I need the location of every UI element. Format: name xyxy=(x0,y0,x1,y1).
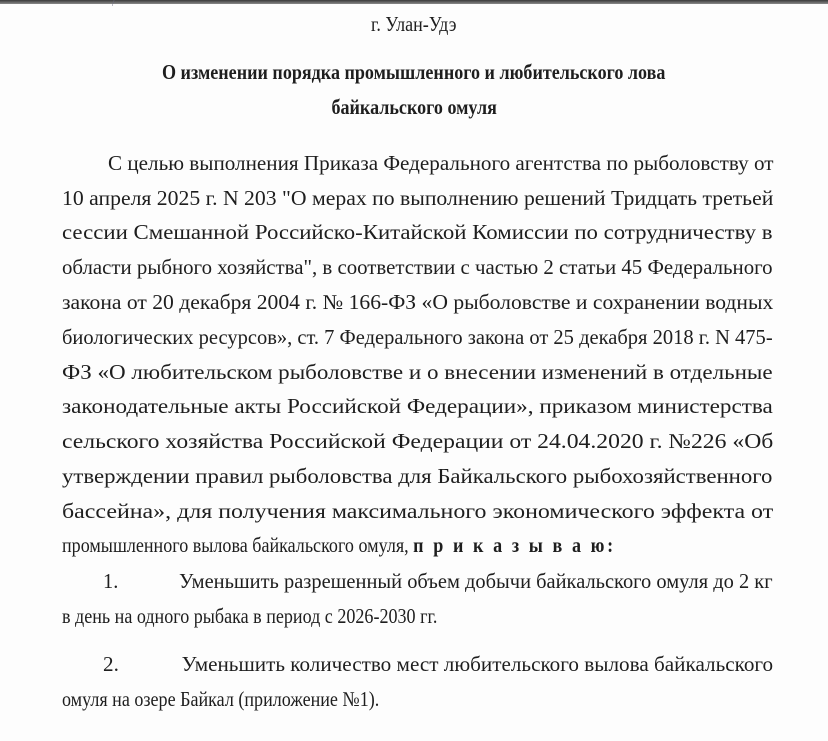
paragraph-text: сессии Смешанной Российско-Китайской Комиссии по сотрудничеству в xyxy=(62,220,773,244)
list-item-1-continuation xyxy=(62,601,773,631)
order-word: п р и к а з ы в а ю: xyxy=(413,533,616,557)
scan-top-border xyxy=(0,0,828,8)
paragraph-text: утверждении правил рыболовства для Байкальского рыбохозяйственного xyxy=(62,464,773,488)
paragraph-text: биологических ресурсов», ст. 7 Федерального закона от 25 декабря 2018 г. N 475- xyxy=(62,325,773,349)
paragraph-line xyxy=(62,322,773,352)
list-item-2 xyxy=(103,649,773,679)
paragraph-text: 10 апреля 2025 г. N 203 "О мерах по выполнению решений Тридцать третьей xyxy=(62,186,774,210)
item-text: в день на одного рыбака в период с 2026-2030 гг. xyxy=(62,604,438,628)
paragraph-text: бассейна», для получения максимального экономического эффекта от xyxy=(62,499,774,523)
pen-mark-icon: / xyxy=(112,0,115,8)
item-number: 1. xyxy=(103,569,119,593)
paragraph-text: промышленного вылова байкальского омуля, xyxy=(62,533,409,557)
item-text: омуля на озере Байкал (приложение №1). xyxy=(62,687,380,711)
paragraph-line xyxy=(62,287,773,317)
list-item-2-continuation xyxy=(62,684,773,714)
title-text-2: байкальского омуля xyxy=(331,95,497,119)
paragraph-text: закона от 20 декабря 2004 г. № 166-ФЗ «О рыболовстве и сохранении водных xyxy=(62,290,774,314)
paragraph-line xyxy=(62,217,773,247)
paragraph-line xyxy=(62,426,773,456)
list-item-1 xyxy=(103,566,773,596)
paragraph-text: С целью выполнения Приказа Федерального агентства по рыболовству от xyxy=(108,151,774,175)
paragraph-text: ФЗ «О любительском рыболовстве и о внесении изменений в отдельные xyxy=(62,360,773,384)
paragraph-line xyxy=(62,496,773,526)
city-line xyxy=(0,9,828,39)
item-text: Уменьшить разрешенный объем добычи байкальского омуля до 2 кг xyxy=(178,569,773,593)
item-number: 2. xyxy=(103,652,119,676)
title-text-1: О изменении порядка промышленного и любительского лова xyxy=(162,60,666,84)
paragraph-line xyxy=(108,148,773,178)
city: г. Улан-Удэ xyxy=(371,12,457,36)
paragraph-line-last xyxy=(62,530,773,560)
paragraph-line xyxy=(62,391,773,421)
paragraph-text: законодательные акты Российской Федерации», приказом министерства xyxy=(62,394,773,418)
title-line-2 xyxy=(0,92,828,122)
paragraph-line xyxy=(62,252,773,282)
paragraph-text: области рыбного хозяйства", в соответствии с частью 2 статьи 45 Федерального xyxy=(62,255,773,279)
paragraph-line xyxy=(62,357,773,387)
title-line-1 xyxy=(0,57,828,87)
paragraph-text: сельского хозяйства Российской Федерации от 24.04.2020 г. №226 «Об xyxy=(62,429,774,453)
item-text: Уменьшить количество мест любительского вылова байкальского xyxy=(181,652,774,676)
paragraph-line xyxy=(62,183,773,213)
paragraph-line xyxy=(62,461,773,491)
